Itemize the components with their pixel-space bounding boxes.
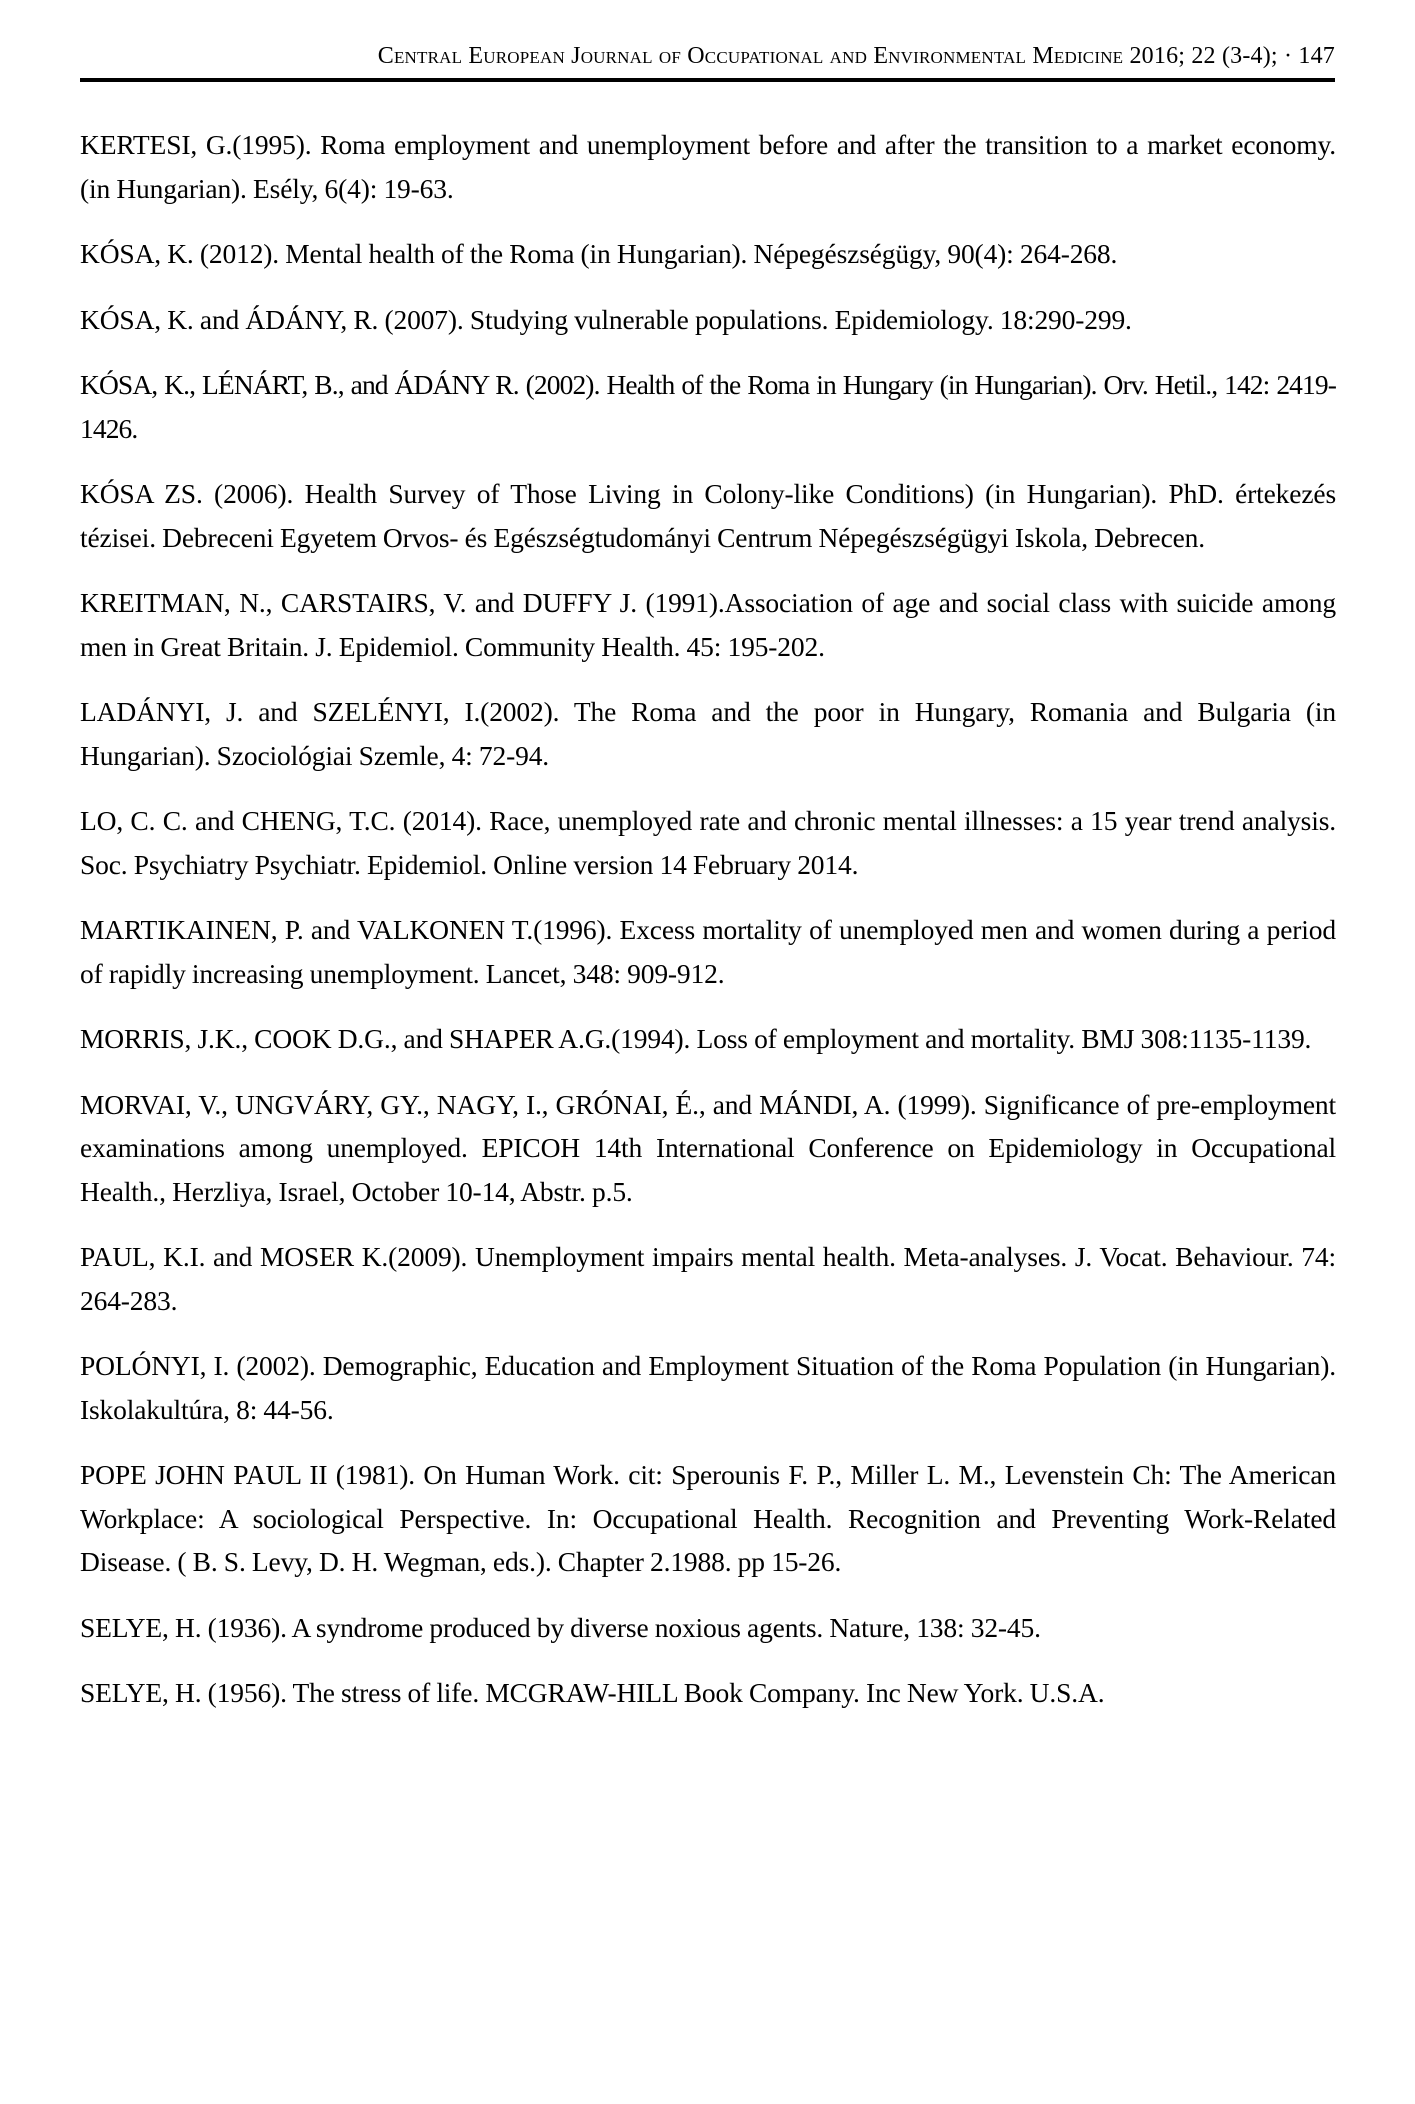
- journal-title: Central European Journal of Occupational and Environmental Medicine: [377, 43, 1124, 69]
- reference-morris-1994: MORRIS, J.K., COOK D.G., and SHAPER A.G.(1994). Loss of employment and mortality. BMJ 308:1135-1139.: [80, 1023, 1312, 1054]
- reference-paul-moser-2009: PAUL, K.I. and MOSER K.(2009). Unemployment impairs mental health. Meta-analyses. J. Vocat. Behaviour. 74: 264-283.: [80, 1241, 1336, 1316]
- reference-pope-john-paul-1981: POPE JOHN PAUL II (1981). On Human Work. cit: Sperounis F. P., Miller L. M., Levenstein Ch: The American Workplace: A sociological Perspective. In: Occupational Health. Recognition and Preventing Work-Related Disease. ( B. S. Levy, D. H. Wegman, eds.). Chapter 2.1988. pp 15-26.: [80, 1459, 1336, 1577]
- reference-selye-1956: SELYE, H. (1956). The stress of life. MCGRAW-HILL Book Company. Inc New York. U.S.A.: [80, 1677, 1105, 1708]
- reference-kosa-adany-2007: KÓSA, K. and ÁDÁNY, R. (2007). Studying vulnerable populations. Epidemiology. 18:290-299.: [80, 303, 1132, 335]
- reference-kosa-lenart-adany-2002: KÓSA, K., LÉNÁRT, B., and ÁDÁNY R. (2002). Health of the Roma in Hungary (in Hungarian). Orv. Hetil., 142: 2419-1426.: [80, 369, 1336, 444]
- reference-polonyi-2002: POLÓNYI, I. (2002). Demographic, Education and Employment Situation of the Roma Population (in Hungarian). Iskolakultúra, 8: 44-56.: [80, 1350, 1336, 1425]
- running-header: [80, 42, 1335, 82]
- reference-kosa-zs-2006: KÓSA ZS. (2006). Health Survey of Those Living in Colony-like Conditions) (in Hungarian). PhD. értekezés tézisei. Debreceni Egyetem Orvos- és Egészségtudományi Centrum Népegészségügyi Iskola, Debrecen.: [80, 478, 1336, 553]
- reference-list: [80, 123, 1336, 1737]
- issue-citation: 2016; 22 (3-4); · 147: [1129, 43, 1335, 69]
- reference-ladanyi-2002: LADÁNYI, J. and SZELÉNYI, I.(2002). The Roma and the poor in Hungary, Romania and Bulgaria (in Hungarian). Szociológiai Szemle, 4: 72-94.: [80, 696, 1336, 771]
- reference-morvai-1999: MORVAI, V., UNGVÁRY, GY., NAGY, I., GRÓNAI, É., and MÁNDI, A. (1999). Significance of pre-employment examinations among unemployed. EPICOH 14th International Conference on Epidemiology in Occupational Health., Herzliya, Israel, October 10-14, Abstr. p.5.: [80, 1088, 1336, 1207]
- reference-selye-1936: SELYE, H. (1936). A syndrome produced by diverse noxious agents. Nature, 138: 32-45.: [80, 1611, 1041, 1643]
- reference-lo-cheng-2014: LO, C. C. and CHENG, T.C. (2014). Race, unemployed rate and chronic mental illnesses: a 15 year trend analysis. Soc. Psychiatry Psychiatr. Epidemiol. Online version 14 February 2014.: [80, 805, 1336, 880]
- reference-kosa-2012: KÓSA, K. (2012). Mental health of the Roma (in Hungarian). Népegészségügy, 90(4): 264-268.: [80, 238, 1118, 269]
- reference-martikainen-1996: MARTIKAINEN, P. and VALKONEN T.(1996). Excess mortality of unemployed men and women during a period of rapidly increasing unemployment. Lancet, 348: 909-912.: [80, 914, 1336, 989]
- reference-kreitman-1991: KREITMAN, N., CARSTAIRS, V. and DUFFY J. (1991).Association of age and social class with suicide among men in Great Britain. J. Epidemiol. Community Health. 45: 195-202.: [80, 587, 1336, 662]
- reference-kertesi-1995: KERTESI, G.(1995). Roma employment and unemployment before and after the transition to a market economy. (in Hungarian). Esély, 6(4): 19-63.: [80, 129, 1336, 204]
